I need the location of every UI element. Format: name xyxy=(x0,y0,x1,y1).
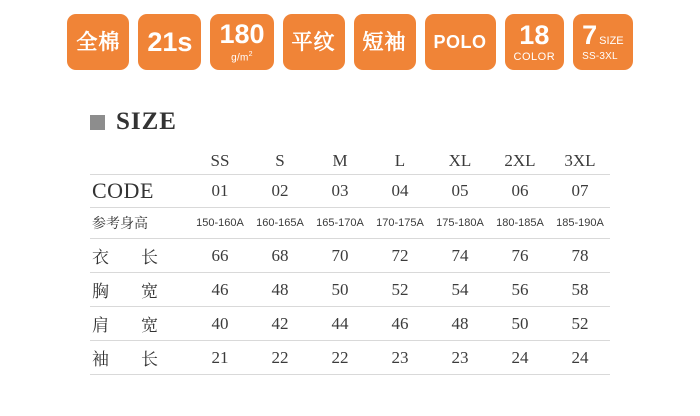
badge-color-unit: COLOR xyxy=(513,50,556,63)
table-cell: 70 xyxy=(310,239,370,273)
table-cell: 06 xyxy=(490,175,550,208)
badge-sleeve-label: 短袖 xyxy=(362,30,407,54)
table-cell: 50 xyxy=(310,273,370,307)
badge-size-label: SIZE xyxy=(599,35,624,47)
table-cell: 56 xyxy=(490,273,550,307)
table-cell: 74 xyxy=(430,239,490,273)
column-header: S xyxy=(250,148,310,175)
table-cell: 78 xyxy=(550,239,610,273)
table-cell: 07 xyxy=(550,175,610,208)
badge-color-stack xyxy=(513,19,556,63)
table-cell: 150-160A xyxy=(190,208,250,239)
table-cell: 58 xyxy=(550,273,610,307)
table-cell: 42 xyxy=(250,307,310,341)
badge-weight-stack xyxy=(219,18,265,64)
table-cell: 05 xyxy=(430,175,490,208)
badge-yarn-count xyxy=(138,14,201,70)
table-cell: 01 xyxy=(190,175,250,208)
column-header: SS xyxy=(190,148,250,175)
table-cell: 24 xyxy=(550,341,610,375)
badge-color-count xyxy=(505,14,565,70)
column-header: M xyxy=(310,148,370,175)
table-cell: 46 xyxy=(190,273,250,307)
table-cell: 40 xyxy=(190,307,250,341)
square-bullet-icon xyxy=(90,115,105,130)
badge-size-value: 7 xyxy=(582,20,598,50)
table-row xyxy=(90,341,610,375)
column-header: XL xyxy=(430,148,490,175)
row-label xyxy=(90,341,190,375)
table-cell: 48 xyxy=(430,307,490,341)
row-label xyxy=(90,273,190,307)
row-label-part: 宽 xyxy=(141,282,158,301)
badge-size-stack xyxy=(582,22,623,62)
table-cell: 44 xyxy=(310,307,370,341)
table-cell: 52 xyxy=(370,273,430,307)
badge-style-polo-label: POLO xyxy=(433,32,487,52)
size-section-heading xyxy=(90,108,177,136)
row-label-part: 宽 xyxy=(141,316,158,335)
badge-weight-value: 180 xyxy=(219,18,265,49)
table-cell: 03 xyxy=(310,175,370,208)
badge-style-polo xyxy=(425,14,496,70)
badge-yarn-count-label: 21s xyxy=(147,26,193,57)
row-label-text xyxy=(92,243,158,268)
table-cell: 170-175A xyxy=(370,208,430,239)
table-cell: 21 xyxy=(190,341,250,375)
table-cell: 54 xyxy=(430,273,490,307)
column-header: L xyxy=(370,148,430,175)
badge-weave-label: 平纹 xyxy=(291,30,336,54)
table-cell: 23 xyxy=(370,341,430,375)
badge-size-count xyxy=(573,14,632,70)
badge-weight xyxy=(210,14,273,70)
table-cell: 48 xyxy=(250,273,310,307)
badge-size-range: SS-3XL xyxy=(582,51,618,62)
row-label: 参考身高 xyxy=(90,208,190,239)
table-cell: 160-165A xyxy=(250,208,310,239)
table-cell: 175-180A xyxy=(430,208,490,239)
page-title: SIZE xyxy=(116,108,177,135)
table-cell: 185-190A xyxy=(550,208,610,239)
column-header: 2XL xyxy=(490,148,550,175)
row-label-part: 衣 xyxy=(92,248,109,267)
row-label-text xyxy=(92,277,158,302)
table-row xyxy=(90,273,610,307)
row-label-part: 长 xyxy=(141,248,158,267)
table-header-row xyxy=(90,148,610,175)
row-label: CODE xyxy=(90,175,190,208)
table-row xyxy=(90,175,610,208)
table-row xyxy=(90,307,610,341)
table-cell: 22 xyxy=(310,341,370,375)
table-cell: 76 xyxy=(490,239,550,273)
feature-badge-row xyxy=(0,14,700,70)
row-label-part: 袖 xyxy=(92,350,109,369)
badge-weave xyxy=(283,14,345,70)
table-cell: 52 xyxy=(550,307,610,341)
table-cell: 165-170A xyxy=(310,208,370,239)
badge-material xyxy=(67,14,129,70)
table-cell: 72 xyxy=(370,239,430,273)
table-cell: 66 xyxy=(190,239,250,273)
row-label xyxy=(90,307,190,341)
table-cell: 22 xyxy=(250,341,310,375)
row-label-text xyxy=(92,311,158,336)
row-label-text xyxy=(92,345,158,370)
column-header: 3XL xyxy=(550,148,610,175)
row-label-part: 胸 xyxy=(92,282,109,301)
row-label-part: 肩 xyxy=(92,316,109,335)
table-cell: 24 xyxy=(490,341,550,375)
table-row xyxy=(90,208,610,239)
table-cell: 46 xyxy=(370,307,430,341)
table-row xyxy=(90,239,610,273)
table-cell: 23 xyxy=(430,341,490,375)
badge-size-top xyxy=(582,22,623,49)
table-cell: 180-185A xyxy=(490,208,550,239)
table-cell: 04 xyxy=(370,175,430,208)
row-label xyxy=(90,239,190,273)
table-cell: 50 xyxy=(490,307,550,341)
badge-material-label: 全棉 xyxy=(76,30,121,54)
badge-color-value: 18 xyxy=(519,19,550,50)
table-cell: 02 xyxy=(250,175,310,208)
table-cell: 68 xyxy=(250,239,310,273)
row-label-part: 长 xyxy=(141,350,158,369)
badge-weight-unit: $g/m^2$ xyxy=(231,50,253,64)
badge-sleeve xyxy=(354,14,416,70)
size-table xyxy=(90,148,610,375)
table-corner-cell xyxy=(90,148,190,175)
